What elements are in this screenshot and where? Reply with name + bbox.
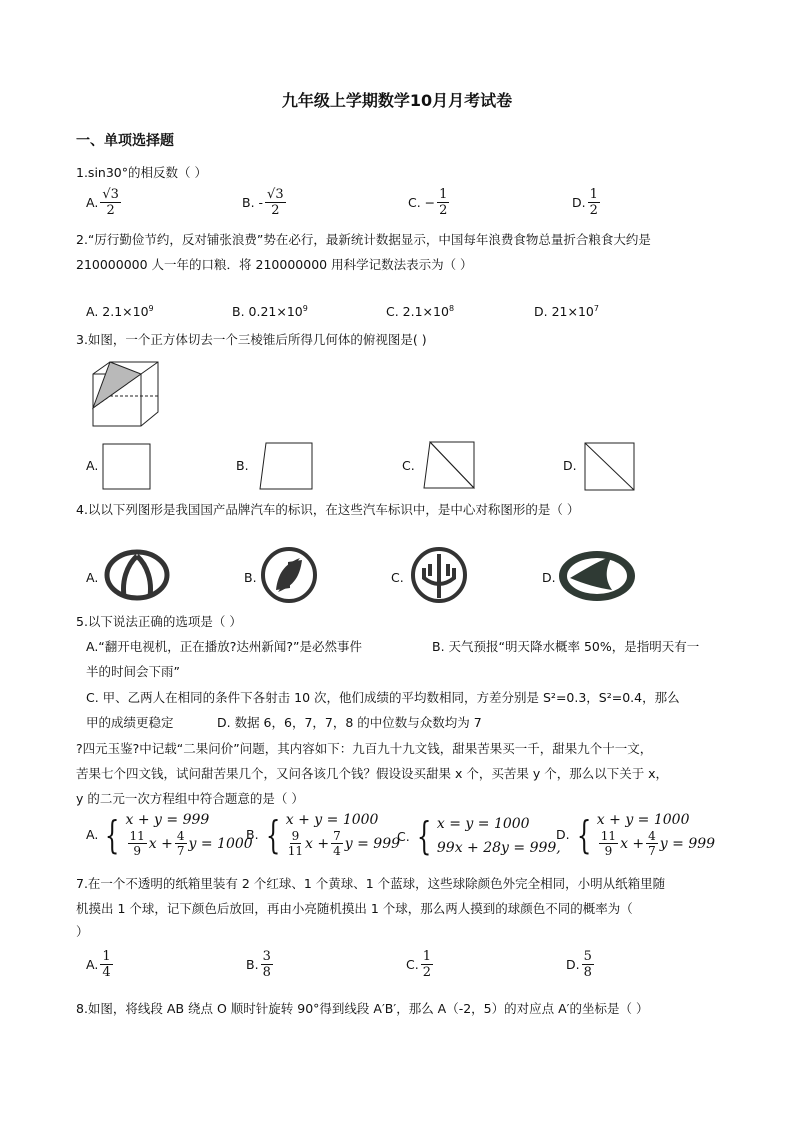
- q3-option-b-label[interactable]: B.: [236, 458, 249, 473]
- q1-stem: 1.sin30°的相反数（ ）: [76, 165, 207, 180]
- q3-option-d-label[interactable]: D.: [563, 458, 577, 473]
- q7-option-d[interactable]: D. $\frac{5}{8}$: [566, 949, 592, 980]
- q5-option-b[interactable]: B. 天气预报“明天降水概率 50%，是指明天有一: [432, 639, 700, 654]
- q5-option-b-cont: 半的时间会下雨”: [86, 664, 180, 679]
- q5-option-c[interactable]: C. 甲、乙两人在相同的条件下各射击 10 次，他们成绩的平均数相同，方差分别是 S²=0.3，S²=0.4，那么: [86, 690, 680, 705]
- q3-option-d-figure[interactable]: [584, 442, 636, 492]
- q6-option-c[interactable]: C. { x = y = 1000 99x + 28y = 999,: [397, 814, 561, 858]
- q5-option-a[interactable]: A.“翻开电视机，正在播放?达州新闻?”是必然事件: [86, 639, 363, 654]
- q1-option-a[interactable]: A. $\frac{√3}{2}$: [86, 187, 119, 218]
- q7-stem-line2: 机摸出 1 个球，记下颜色后放回，再由小亮随机摸出 1 个球，那么两人摸到的球颜色不同的概率为（: [76, 901, 633, 916]
- q6-stem-line2: 苦果七个四文钱，试问甜苦果几个，又问各该几个钱？假设设买甜果 x 个，买苦果 y 个，那么以下关于 x，: [76, 766, 669, 781]
- cube-figure: [88, 360, 162, 430]
- q5-stem: 5.以下说法正确的选项是（ ）: [76, 614, 242, 629]
- fraction: $\frac{1}{2}$: [589, 187, 598, 218]
- q2-option-b[interactable]: B. $0.21\times 10^9$: [232, 304, 308, 319]
- q7-option-c[interactable]: C. $\frac{1}{2}$: [406, 949, 431, 980]
- q6-option-b[interactable]: B. { x + y = 1000 $\frac{9}{11}$ x + $\frac{7}{4}$ y = 999: [246, 812, 401, 858]
- q1-option-b[interactable]: B. - $\frac{√3}{2}$: [242, 187, 284, 218]
- q7-stem-line1: 7.在一个不透明的纸箱里装有 2 个红球、1 个黄球、1 个蓝球，这些球除颜色外完全相同，小明从纸箱里随: [76, 876, 666, 891]
- logo-b-icon[interactable]: [260, 546, 318, 604]
- q5-option-d[interactable]: D. 数据 6，6，7，7，8 的中位数与众数均为 7: [217, 715, 482, 730]
- q3-option-a-figure[interactable]: [102, 443, 152, 491]
- q6-stem-line3: y 的二元一次方程组中符合题意的是（ ）: [76, 791, 304, 806]
- fraction: $\frac{√3}{2}$: [267, 187, 284, 218]
- q4-option-a-label[interactable]: A.: [86, 570, 99, 585]
- q8-stem: 8.如图，将线段 AB 绕点 O 顺时针旋转 90°得到线段 A′B′，那么 A（-2，5）的对应点 A′的坐标是（ ）: [76, 1001, 649, 1016]
- q4-option-b-label[interactable]: B.: [244, 570, 257, 585]
- q3-option-a-label[interactable]: A.: [86, 458, 99, 473]
- q2-option-a[interactable]: A. $2.1\times 10^9$: [86, 304, 154, 319]
- q3-option-b-figure[interactable]: [258, 441, 314, 491]
- logo-d-icon[interactable]: [556, 548, 638, 604]
- q1-option-c[interactable]: C. − $\frac{1}{2}$: [408, 187, 448, 218]
- q1-option-d[interactable]: D. $\frac{1}{2}$: [572, 187, 598, 218]
- q4-stem: 4.以以下列图形是我国国产品牌汽车的标识，在这些汽车标识中，是中心对称图形的是（ ）: [76, 502, 580, 517]
- q5-option-c-cont: 甲的成绩更稳定: [86, 715, 174, 730]
- q6-option-d[interactable]: D. { x + y = 1000 $\frac{11}{9}$ x + $\frac{4}{7}$ y = 999: [556, 812, 716, 858]
- q6-stem-line1: ?四元玉鉴?中记载“二果问价”问题，其内容如下：九百九十九文钱，甜果苦果买一千，甜果九个十一文，: [76, 741, 653, 756]
- q2-stem-line1: 2.“厉行勤俭节约，反对铺张浪费”势在必行，最新统计数据显示，中国每年浪费食物总量折合粮食大约是: [76, 232, 651, 247]
- section-heading: 一、单项选择题: [76, 133, 174, 149]
- q4-option-d-label[interactable]: D.: [542, 570, 556, 585]
- q7-option-a[interactable]: A. $\frac{1}{4}$: [86, 949, 111, 980]
- fraction: $\frac{1}{2}$: [439, 187, 448, 218]
- logo-c-icon[interactable]: [410, 546, 468, 604]
- q6-option-a[interactable]: A. { x + y = 999 $\frac{11}{9}$ x + $\frac{4}{7}$ y = 1000: [86, 812, 253, 858]
- q7-option-b[interactable]: B. $\frac{3}{8}$: [246, 949, 271, 980]
- page-title: 九年级上学期数学10月月考试卷: [281, 91, 513, 110]
- q3-option-c-label[interactable]: C.: [402, 458, 415, 473]
- q3-option-c-figure[interactable]: [422, 440, 476, 490]
- logo-a-icon[interactable]: [104, 548, 170, 602]
- q2-option-c[interactable]: C. $2.1\times 10^8$: [386, 304, 455, 319]
- q7-stem-line3: ）: [76, 924, 89, 939]
- q2-stem-line2: 210000000 人一年的口粮．将 210000000 用科学记数法表示为（ ）: [76, 257, 473, 272]
- q4-option-c-label[interactable]: C.: [391, 570, 404, 585]
- fraction: $\frac{√3}{2}$: [102, 187, 119, 218]
- q2-option-d[interactable]: D. $21\times 10^7$: [534, 304, 599, 319]
- q3-stem: 3.如图，一个正方体切去一个三棱锥后所得几何体的俯视图是( ): [76, 332, 427, 347]
